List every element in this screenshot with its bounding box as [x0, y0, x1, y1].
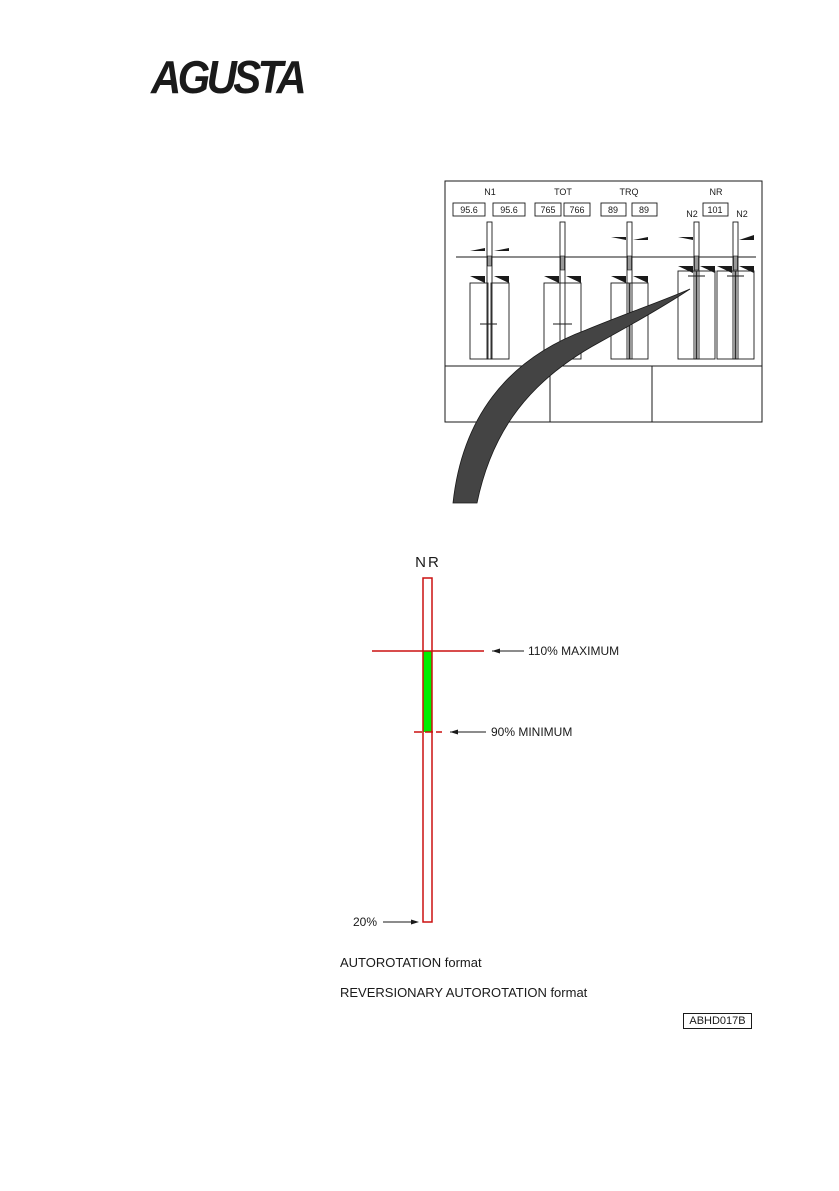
callout-leader	[453, 289, 690, 503]
nr-scale-title: NR	[415, 554, 441, 571]
nr-scale-bar	[423, 578, 432, 922]
nr-min-label: 90% MINIMUM	[491, 725, 573, 739]
document-code: ABHD017B	[683, 1013, 752, 1029]
nr-low-arrowhead	[411, 920, 419, 925]
nr-max-label: 110% MAXIMUM	[528, 644, 620, 658]
nr-min-arrowhead	[450, 730, 458, 735]
panel-frame	[445, 181, 762, 422]
tot-readout-left: 765	[540, 205, 556, 215]
instrument-panel	[445, 181, 762, 422]
nr-n2-gauge	[678, 222, 754, 359]
svg-text:AGUSTA: AGUSTA	[150, 56, 304, 96]
trq-readout-left: 89	[607, 205, 619, 215]
gauge-title-n1: N1	[484, 187, 496, 197]
gauge-title-tot: TOT	[554, 187, 572, 197]
gauge-title-trq: TRQ	[619, 187, 639, 197]
nr-max-arrowhead	[492, 649, 500, 654]
gauge-title-nr: NR	[709, 187, 723, 197]
trq-readout-right: 89	[638, 205, 650, 215]
tot-readout-right: 766	[569, 205, 585, 215]
limit-markers	[470, 235, 754, 283]
caption-autorotation: AUTOROTATION format	[340, 955, 482, 970]
n1-readout-right: 95.6	[500, 205, 518, 215]
nr-low-label: 20%	[353, 915, 378, 929]
n2-label-left: N2	[686, 209, 698, 219]
n2-label-right: N2	[736, 209, 748, 219]
nr-readout: 101	[707, 205, 723, 215]
trq-gauge	[611, 222, 648, 359]
n1-readout-left: 95.6	[460, 205, 478, 215]
n1-gauge	[470, 222, 509, 359]
nr-scale	[353, 578, 619, 929]
caption-reversionary-autorotation: REVERSIONARY AUTOROTATION format	[340, 985, 588, 1000]
nr-normal-range-band	[423, 651, 432, 732]
